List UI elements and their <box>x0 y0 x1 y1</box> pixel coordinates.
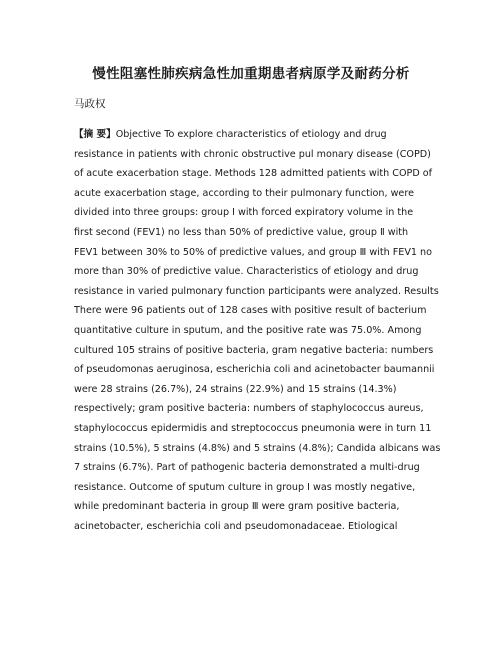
abstract-line: resistance in patients with chronic obstructive pul monary disease (COPD) <box>74 148 431 160</box>
abstract-line <box>74 125 432 145</box>
abstract-line: acute exacerbation stage, according to their pulmonary function, were <box>74 187 414 199</box>
abstract-line: more than 30% of predictive value. Characteristics of etiology and drug <box>74 266 419 278</box>
abstract-line: There were 96 patients out of 128 cases with positive result of bacterium <box>74 305 427 317</box>
abstract-line: divided into three groups: group Ⅰ with forced expiratory volume in the <box>74 207 414 219</box>
abstract-line: first second (FEV1) no less than 50% of predictive value, group Ⅱ with <box>74 226 409 238</box>
abstract-body <box>74 125 441 536</box>
abstract-line: FEV1 between 30% to 50% of predictive values, and group Ⅲ with FEV1 no <box>74 246 432 258</box>
abstract-line: were 28 strains (26.7%), 24 strains (22.9%) and 15 strains (14.3%) <box>74 383 397 395</box>
abstract-line: cultured 105 strains of positive bacteria, gram negative bacteria: numbers <box>74 344 434 356</box>
author-name: 马政权 <box>74 98 106 110</box>
abstract-line: of acute exacerbation stage. Methods 128 admitted patients with COPD of <box>74 168 433 180</box>
abstract-line: while predominant bacteria in group Ⅲ were gram positive bacteria, <box>74 501 400 513</box>
abstract-line: respectively; gram positive bacteria: numbers of staphylococcus aureus, <box>74 403 424 415</box>
abstract-line: of pseudomonas aeruginosa, escherichia coli and acinetobacter baumannii <box>74 364 435 376</box>
abstract-line: quantitative culture in sputum, and the positive rate was 75.0%. Among <box>74 324 422 336</box>
abstract-line: 7 strains (6.7%). Part of pathogenic bacteria demonstrated a multi-drug <box>74 462 420 474</box>
abstract-line: staphylococcus epidermidis and streptococcus pneumonia were in turn 11 <box>74 422 432 434</box>
abstract-line: acinetobacter, escherichia coli and pseudomonadaceae. Etiological <box>74 520 398 532</box>
document-title: 慢性阻塞性肺疾病急性加重期患者病原学及耐药分析 <box>92 66 410 82</box>
abstract-line: resistance. Outcome of sputum culture in group Ⅰ was mostly negative, <box>74 481 416 493</box>
abstract-line: strains (10.5%), 5 strains (4.8%) and 5 strains (4.8%); Candida albicans was <box>74 442 441 454</box>
abstract-line: resistance in varied pulmonary function participants were analyzed. Results <box>74 285 439 297</box>
abstract-line-text: Objective To explore characteristics of etiology and drug <box>115 129 387 140</box>
abstract-label: 【摘 要】 <box>74 129 116 140</box>
